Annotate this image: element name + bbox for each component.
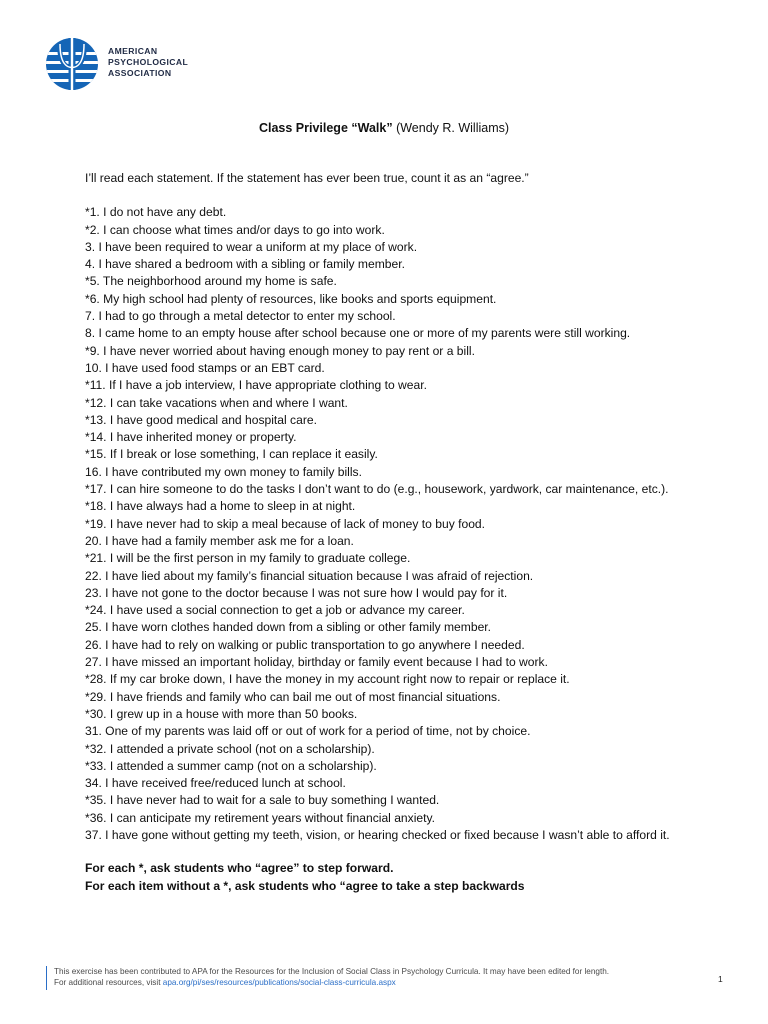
statement-item: *6. My high school had plenty of resources, like books and sports equipment.: [85, 291, 497, 306]
resources-link[interactable]: apa.org/pi/ses/resources/publications/social-class-curricula.aspx: [162, 978, 396, 987]
footer-note: [54, 966, 609, 988]
statement-item: 8. I came home to an empty house after school because one or more of my parents were still working.: [85, 326, 631, 341]
statement-item: *15. If I break or lose something, I can replace it easily.: [85, 447, 378, 462]
statement-item: 3. I have been required to wear a uniform at my place of work.: [85, 239, 418, 254]
statement-item: 25. I have worn clothes handed down from a sibling or other family member.: [85, 620, 492, 635]
statement-item: *28. If my car broke down, I have the money in my account right now to repair or replace it.: [85, 672, 570, 687]
footer-line-2-prefix: For additional resources, visit: [54, 978, 163, 987]
footer-divider: [46, 966, 47, 990]
statement-item: 23. I have not gone to the doctor because I was not sure how I would pay for it.: [85, 585, 508, 600]
statement-item: 26. I have had to rely on walking or public transportation to go anywhere I needed.: [85, 637, 525, 652]
statement-item: *2. I can choose what times and/or days to go into work.: [85, 222, 385, 237]
statement-item: 22. I have lied about my family’s financial situation because I was afraid of rejection.: [85, 568, 534, 583]
statement-item: *24. I have used a social connection to get a job or advance my career.: [85, 603, 465, 618]
statement-item: 7. I had to go through a metal detector to enter my school.: [85, 309, 396, 324]
statement-item: *30. I grew up in a house with more than 50 books.: [85, 706, 358, 721]
statement-item: *32. I attended a private school (not on a scholarship).: [85, 741, 375, 756]
instruction-step-forward: For each *, ask students who “agree” to step forward.: [85, 861, 394, 876]
statement-item: *14. I have inherited money or property.: [85, 430, 297, 445]
title-main: Class Privilege “Walk”: [258, 121, 393, 135]
page-number: 1: [718, 974, 723, 984]
statement-item: 34. I have received free/reduced lunch at school.: [85, 776, 346, 791]
instructions: [85, 860, 685, 895]
statement-item: *9. I have never worried about having enough money to pay rent or a bill.: [85, 343, 475, 358]
statement-item: *13. I have good medical and hospital care.: [85, 412, 317, 427]
statement-item: *18. I have always had a home to sleep in at night.: [85, 499, 356, 514]
statement-item: *17. I can hire someone to do the tasks I don’t want to do (e.g., housework, yardwork, car maintenance, etc.).: [85, 482, 669, 497]
statement-list: [85, 204, 685, 844]
document-body: [85, 170, 685, 895]
statement-item: 16. I have contributed my own money to family bills.: [85, 464, 362, 479]
statement-item: *11. If I have a job interview, I have appropriate clothing to wear.: [85, 378, 427, 393]
footer-line-2: [54, 977, 609, 988]
apa-psi-logo-icon: [44, 36, 100, 92]
document-title: [0, 121, 768, 135]
statement-item: *12. I can take vacations when and where I want.: [85, 395, 348, 410]
statement-item: *21. I will be the first person in my family to graduate college.: [85, 551, 411, 566]
apa-logo: [44, 36, 204, 96]
statement-item: 37. I have gone without getting my teeth, vision, or hearing checked or fixed because I wasn’t able to afford it.: [85, 827, 670, 842]
statement-item: 27. I have missed an important holiday, birthday or family event because I had to work.: [85, 655, 548, 670]
intro-paragraph: I’ll read each statement. If the statement has ever been true, count it as an “agree.”: [85, 171, 529, 185]
statement-item: 31. One of my parents was laid off or out of work for a period of time, not by choice.: [85, 724, 531, 739]
statement-item: *36. I can anticipate my retirement years without financial anxiety.: [85, 810, 435, 825]
statement-item: 10. I have used food stamps or an EBT card.: [85, 360, 325, 375]
statement-item: *19. I have never had to skip a meal because of lack of money to buy food.: [85, 516, 486, 531]
statement-item: 4. I have shared a bedroom with a sibling or family member.: [85, 257, 405, 272]
statement-item: 20. I have had a family member ask me for a loan.: [85, 533, 354, 548]
statement-item: *1. I do not have any debt.: [85, 205, 227, 220]
statement-item: *5. The neighborhood around my home is safe.: [85, 274, 337, 289]
statement-item: *33. I attended a summer camp (not on a scholarship).: [85, 758, 377, 773]
statement-item: *29. I have friends and family who can bail me out of most financial situations.: [85, 689, 501, 704]
title-author: (Wendy R. Williams): [396, 121, 510, 135]
statement-item: *35. I have never had to wait for a sale to buy something I wanted.: [85, 793, 440, 808]
org-name-line-2: PSYCHOLOGICAL: [108, 57, 189, 67]
org-name-line-1: AMERICAN: [108, 46, 158, 56]
org-name-line-3: ASSOCIATION: [108, 68, 172, 78]
organization-name: [108, 46, 188, 79]
footer-line-1: This exercise has been contributed to APA for the Resources for the Inclusion of Social Class in Psychology Curricula. It may have been edited for length.: [54, 967, 610, 976]
instruction-step-backward: For each item without a *, ask students who “agree to take a step backwards: [85, 878, 525, 893]
